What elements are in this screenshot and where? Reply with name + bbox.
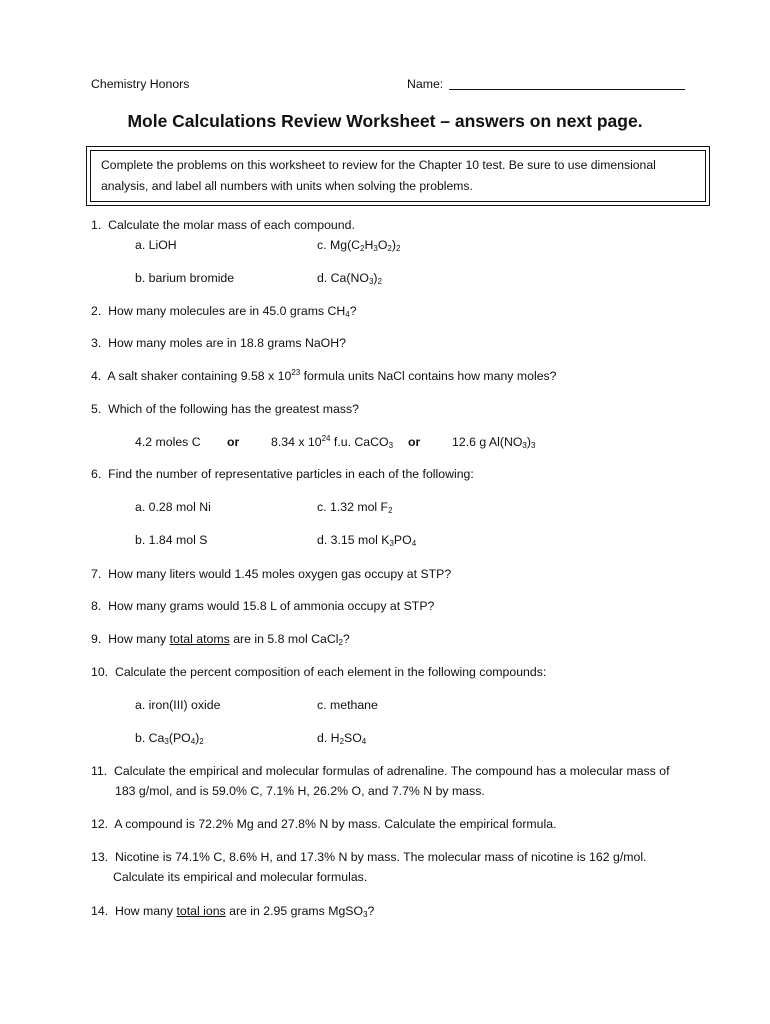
q6-item-b: b. 1.84 mol S — [135, 533, 208, 547]
question-11-line-2: 183 g/mol, and is 59.0% C, 7.1% H, 26.2% O, and 7.7% N by mass. — [115, 784, 485, 798]
page-title: Mole Calculations Review Worksheet – answers on next page. — [127, 111, 643, 131]
question-2: 2. How many molecules are in 45.0 grams $CH_4$? — [91, 304, 357, 319]
q10-item-d: d. $H_2SO_4$ — [317, 731, 367, 746]
question-14: 14. How many total ions are in 2.95 grams MgSO$_3$? — [91, 904, 375, 919]
question-6: 6. Find the number of representative particles in each of the following: — [91, 467, 474, 481]
q10-item-c: c. methane — [317, 698, 378, 712]
q5-or-2: or — [408, 435, 421, 449]
q10-item-b: b. $Ca_3(PO_4)_2$ — [135, 731, 204, 746]
question-13: 13. Nicotine is 74.1% C, 8.6% H, and 17.3% N by mass. The molecular mass of nicotine is 162 g/mol. — [91, 850, 647, 864]
question-13-line-2: Calculate its empirical and molecular formulas. — [113, 870, 368, 884]
instructions-box-inner — [90, 150, 706, 202]
q6-item-c: c. 1.32 mol $F_2$ — [317, 500, 393, 515]
q5-or-1: or — [227, 435, 240, 449]
q5-option-3: 12.6 g $Al(NO_3)_3$ — [452, 435, 536, 450]
name-label: Name: — [407, 77, 444, 91]
q6-item-d: d. 3.15 mol $K_3PO_4$ — [317, 533, 417, 548]
question-9: 9. How many total atoms are in 5.8 mol CaCl$_2$? — [91, 632, 350, 647]
q5-option-1: 4.2 moles C — [135, 435, 201, 449]
course-label: Chemistry Honors — [91, 77, 190, 91]
name-field — [407, 77, 685, 91]
q1-item-c: c. $Mg(C_2H_3O_2)_2$ — [317, 238, 401, 253]
question-4: 4. A salt shaker containing 9.58 x $10^{23}$ formula units NaCl contains how many moles? — [91, 368, 557, 383]
question-5: 5. Which of the following has the greatest mass? — [91, 402, 359, 416]
question-1: 1. Calculate the molar mass of each compound. — [91, 218, 355, 232]
instructions-line-2: analysis, and label all numbers with units when solving the problems. — [101, 179, 473, 193]
instructions-line-1: Complete the problems on this worksheet to review for the Chapter 10 test. Be sure to use dimensional — [101, 158, 656, 172]
q10-item-a: a. iron(III) oxide — [135, 698, 221, 712]
q1-item-b: b. barium bromide — [135, 271, 235, 285]
q1-item-a: a. LiOH — [135, 238, 177, 252]
q6-item-a: a. 0.28 mol Ni — [135, 500, 211, 514]
instructions-box — [86, 146, 710, 206]
question-12: 12. A compound is 72.2% Mg and 27.8% N by mass. Calculate the empirical formula. — [91, 817, 557, 831]
name-blank-line — [449, 77, 685, 90]
question-10: 10. Calculate the percent composition of each element in the following compounds: — [91, 665, 547, 679]
question-8: 8. How many grams would 15.8 L of ammonia occupy at STP? — [91, 599, 435, 613]
question-3: 3. How many moles are in 18.8 grams NaOH? — [91, 336, 346, 350]
q5-option-2: 8.34 x $10^{24}$ f.u. CaCO$_3$ — [271, 434, 394, 450]
question-11: 11. Calculate the empirical and molecular formulas of adrenaline. The compound has a molecular mass of — [91, 764, 670, 778]
q1-item-d: d. $Ca(NO_3)_2$ — [317, 271, 382, 286]
question-1-text: Calculate the molar mass of each compound. — [108, 218, 355, 232]
question-7: 7. How many liters would 1.45 moles oxygen gas occupy at STP? — [91, 567, 452, 581]
